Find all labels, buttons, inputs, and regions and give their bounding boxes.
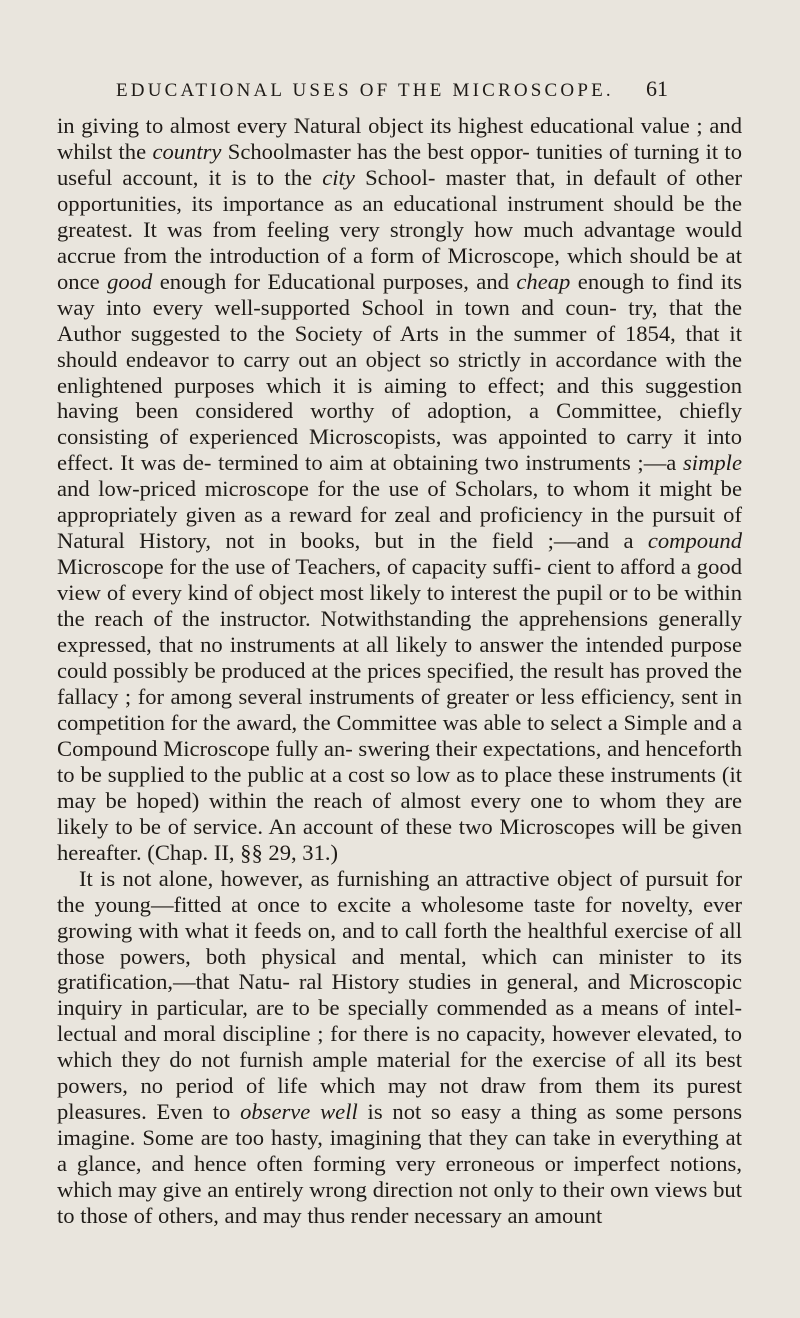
page-number: 61 — [646, 76, 668, 101]
p1-text-5: enough to find its way into every well-supported School in town and coun- try, that the Author suggested to the Society of Arts in the summer of 1854, that it should endeavor to carry out an object so strictly in accordance with the enlightened purposes which it is aiming to effect; and this suggestion having been considered worthy of adoption, a Committee, chiefly consisting of experienced Microscopists, was appointed to carry it into effect. It was de- termined to aim at obtaining two instruments ;—a — [57, 268, 742, 476]
p1-italic-cheap: cheap — [516, 268, 571, 294]
p2-italic-observe-well: observe well — [240, 1099, 358, 1125]
p1-italic-country: country — [152, 138, 222, 164]
paragraph-2 — [57, 866, 742, 1229]
p1-text-1: in giving to almost every Natural object its highest educational value ; and whilst the — [57, 113, 742, 164]
paragraph-1 — [57, 113, 742, 866]
p2-text-2: is not so easy a thing as some persons imagine. Some are too hasty, imagining that they can take in everything at a glance, and hence often forming very erroneous or imperfect notions, which may give an entirely wrong direction not only to their own views but to those of others, and may thus render necessary an amount — [57, 1099, 742, 1229]
p1-text-4: enough for Educational purposes, and — [152, 268, 517, 294]
p1-italic-simple: simple — [683, 450, 742, 476]
p1-text-6: and low-priced microscope for the use of Scholars, to whom it might be appropriately given as a reward for zeal and proficiency in the pursuit of Natural History, not in books, but in the field ;—and a — [57, 476, 742, 554]
body-text — [57, 113, 742, 1229]
p1-text-3: School- master that, in default of other opportunities, its importance as an educational instrument should be the greatest. It was from feeling very strongly how much advantage would accrue from the introduction of a form of Microscope, which should be at once — [57, 164, 743, 294]
p1-italic-compound: compound — [647, 528, 742, 554]
p1-italic-city: city — [322, 164, 355, 190]
p1-italic-good: good — [107, 268, 153, 294]
running-title: EDUCATIONAL USES OF THE MICROSCOPE. — [116, 80, 614, 101]
p1-text-2: Schoolmaster has the best oppor- tunities of turning it to useful account, it is to the — [57, 138, 743, 190]
p1-text-7: Microscope for the use of Teachers, of capacity suffi- cient to afford a good view of every kind of object most likely to interest the pupil or to be within the reach of the instructor. Notwithstanding the apprehensions generally expressed, that no instruments at all likely to answer the intended purpose could possibly be produced at the prices specified, the result has proved the fallacy ; for among several instruments of greater or less efficiency, sent in competition for the award, the Committee was able to select a Simple and a Compound Microscope fully an- swering their expectations, and henceforth to be supplied to the public at a cost so low as to place these instruments (it may be hoped) within the reach of almost every one to whom they are likely to be of service. An account of these two Microscopes will be given hereafter. (Chap. II, §§ 29, 31.) — [57, 554, 742, 865]
p2-text-1: It is not alone, however, as furnishing an attractive object of pursuit for the young—fitted at once to excite a wholesome taste for novelty, ever growing with what it feeds on, and to call forth the healthful exercise of all those powers, both physical and mental, which can minister to its gratification,—that Natu- ral History studies in general, and Microscopic inquiry in particular, are to be specially commended as a means of intel- lectual and moral discipline ; for there is no capacity, however elevated, to which they do not furnish ample material for the exercise of all its best powers, no period of life which may not draw from them its purest pleasures. Even to — [57, 865, 742, 1125]
